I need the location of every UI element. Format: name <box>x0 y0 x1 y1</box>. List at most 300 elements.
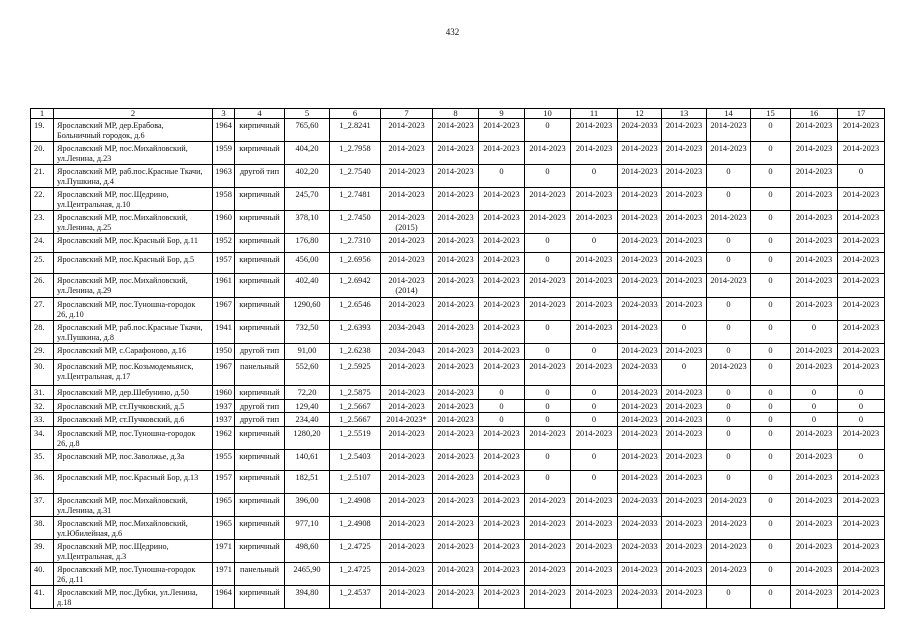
address-cell: Ярославский МР, дер.Ерабова, Больничный городок, д.6 <box>54 119 213 142</box>
period-cell-col-12: 2024-2033 <box>618 494 662 517</box>
period-cell-col-15: 0 <box>751 211 791 234</box>
period-cell-col-12: 2014-2023 <box>618 386 662 400</box>
index-code-cell: 1_2.7481 <box>330 188 381 211</box>
period-cell-col-7: 2014-2023 <box>381 234 433 253</box>
period-cell-col-14: 0 <box>707 188 751 211</box>
row-number-cell: 35. <box>31 450 54 471</box>
index-code-cell: 1_2.5925 <box>330 360 381 386</box>
period-cell-col-15: 0 <box>751 386 791 400</box>
period-cell-col-16: 0 <box>791 400 838 413</box>
area-cell: 378,10 <box>285 211 330 234</box>
period-cell-col-7: 2014-2023 <box>381 298 433 321</box>
period-cell-col-12: 2014-2023 <box>618 234 662 253</box>
period-cell-col-15: 0 <box>751 165 791 188</box>
year-cell: 1964 <box>213 119 235 142</box>
period-cell-col-16: 2014-2023 <box>791 188 838 211</box>
period-cell-col-15: 0 <box>751 540 791 563</box>
period-cell-col-17: 2014-2023 <box>838 360 885 386</box>
period-cell-col-16: 2014-2023 <box>791 494 838 517</box>
period-cell-col-15: 0 <box>751 494 791 517</box>
period-cell-col-11: 2014-2023 <box>571 188 618 211</box>
year-cell: 1962 <box>213 427 235 450</box>
row-number-cell: 21. <box>31 165 54 188</box>
period-cell-col-15: 0 <box>751 450 791 471</box>
year-cell: 1960 <box>213 386 235 400</box>
period-cell-col-15: 0 <box>751 471 791 494</box>
period-cell-col-15: 0 <box>751 234 791 253</box>
period-cell-col-17: 2014-2023 <box>838 586 885 609</box>
period-cell-col-9: 2014-2023 <box>479 188 525 211</box>
area-cell: 765,60 <box>285 119 330 142</box>
period-cell-col-17: 2014-2023 <box>838 427 885 450</box>
period-cell-col-7: 2014-2023 <box>381 253 433 274</box>
period-cell-col-9: 0 <box>479 165 525 188</box>
period-cell-col-14: 2014-2023 <box>707 563 751 586</box>
row-number-cell: 34. <box>31 427 54 450</box>
year-cell: 1955 <box>213 450 235 471</box>
period-cell-col-10: 2014-2023 <box>525 274 571 298</box>
period-cell-col-15: 0 <box>751 321 791 344</box>
period-cell-col-9: 2014-2023 <box>479 563 525 586</box>
year-cell: 1937 <box>213 413 235 427</box>
period-cell-col-11: 0 <box>571 400 618 413</box>
index-code-cell: 1_2.5107 <box>330 471 381 494</box>
index-code-cell: 1_2.6238 <box>330 344 381 360</box>
row-number-cell: 31. <box>31 386 54 400</box>
row-number-cell: 23. <box>31 211 54 234</box>
year-cell: 1937 <box>213 400 235 413</box>
year-cell: 1961 <box>213 274 235 298</box>
row-number-cell: 19. <box>31 119 54 142</box>
period-cell-col-7: 2014-2023 <box>381 563 433 586</box>
address-cell: Ярославский МР, пос.Михайловский, ул.Ленина, д.31 <box>54 494 213 517</box>
address-cell: Ярославский МР, дер.Шебунино, д.50 <box>54 386 213 400</box>
period-cell-col-16: 2014-2023 <box>791 563 838 586</box>
year-cell: 1958 <box>213 188 235 211</box>
period-cell-col-9: 2014-2023 <box>479 344 525 360</box>
material-cell: другой тип <box>235 413 285 427</box>
period-cell-col-7: 2014-2023 <box>381 586 433 609</box>
material-cell: кирпичный <box>235 494 285 517</box>
material-cell: кирпичный <box>235 517 285 540</box>
year-cell: 1964 <box>213 586 235 609</box>
period-cell-col-10: 0 <box>525 234 571 253</box>
period-cell-col-16: 2014-2023 <box>791 165 838 188</box>
index-code-cell: 1_2.6956 <box>330 253 381 274</box>
period-cell-col-11: 0 <box>571 165 618 188</box>
address-cell: Ярославский МР, пос.Красный Бор, д.5 <box>54 253 213 274</box>
period-cell-col-11: 2014-2023 <box>571 142 618 165</box>
index-code-cell: 1_2.7958 <box>330 142 381 165</box>
period-cell-col-12: 2014-2023 <box>618 471 662 494</box>
period-cell-col-17: 2014-2023 <box>838 563 885 586</box>
row-number-cell: 39. <box>31 540 54 563</box>
period-cell-col-10: 0 <box>525 344 571 360</box>
period-cell-col-10: 2014-2023 <box>525 563 571 586</box>
column-number-header: 1 <box>31 109 54 119</box>
period-cell-col-8: 2014-2023 <box>433 517 479 540</box>
area-cell: 732,50 <box>285 321 330 344</box>
material-cell: кирпичный <box>235 188 285 211</box>
period-cell-col-17: 2014-2023 <box>838 234 885 253</box>
period-cell-col-13: 2014-2023 <box>662 517 707 540</box>
period-cell-col-13: 2014-2023 <box>662 400 707 413</box>
period-cell-col-11: 2014-2023 <box>571 274 618 298</box>
period-cell-col-14: 0 <box>707 253 751 274</box>
period-cell-col-12: 2014-2023 <box>618 188 662 211</box>
period-cell-col-12: 2024-2033 <box>618 586 662 609</box>
index-code-cell: 1_2.6393 <box>330 321 381 344</box>
period-cell-col-17: 0 <box>838 450 885 471</box>
column-number-header: 4 <box>235 109 285 119</box>
period-cell-col-13: 2014-2023 <box>662 494 707 517</box>
period-cell-col-13: 2014-2023 <box>662 586 707 609</box>
area-cell: 404,20 <box>285 142 330 165</box>
column-number-header: 7 <box>381 109 433 119</box>
area-cell: 498,60 <box>285 540 330 563</box>
row-number-cell: 36. <box>31 471 54 494</box>
period-cell-col-11: 0 <box>571 386 618 400</box>
year-cell: 1965 <box>213 494 235 517</box>
period-cell-col-11: 2014-2023 <box>571 119 618 142</box>
address-cell: Ярославский МР, ст.Пучковский, д.6 <box>54 413 213 427</box>
column-number-header: 3 <box>213 109 235 119</box>
index-code-cell: 1_2.7310 <box>330 234 381 253</box>
period-cell-col-12: 2024-2033 <box>618 517 662 540</box>
period-cell-col-9: 2014-2023 <box>479 427 525 450</box>
period-cell-col-13: 2014-2023 <box>662 540 707 563</box>
period-cell-col-7: 2014-2023 <box>381 400 433 413</box>
period-cell-col-9: 2014-2023 <box>479 211 525 234</box>
address-cell: Ярославский МР, ст.Пучковский, д.5 <box>54 400 213 413</box>
period-cell-col-16: 2014-2023 <box>791 253 838 274</box>
period-cell-col-13: 2014-2023 <box>662 188 707 211</box>
period-cell-col-11: 0 <box>571 344 618 360</box>
period-cell-col-17: 2014-2023 <box>838 274 885 298</box>
year-cell: 1957 <box>213 253 235 274</box>
area-cell: 402,20 <box>285 165 330 188</box>
period-cell-col-16: 2014-2023 <box>791 234 838 253</box>
material-cell: кирпичный <box>235 471 285 494</box>
period-cell-col-14: 0 <box>707 450 751 471</box>
material-cell: панельный <box>235 563 285 586</box>
period-cell-col-14: 0 <box>707 386 751 400</box>
period-cell-col-13: 2014-2023 <box>662 165 707 188</box>
period-cell-col-10: 2014-2023 <box>525 586 571 609</box>
period-cell-col-16: 2014-2023 <box>791 427 838 450</box>
period-cell-col-9: 0 <box>479 386 525 400</box>
column-number-header: 6 <box>330 109 381 119</box>
column-number-header: 15 <box>751 109 791 119</box>
period-cell-col-8: 2014-2023 <box>433 253 479 274</box>
row-number-cell: 27. <box>31 298 54 321</box>
period-cell-col-8: 2014-2023 <box>433 274 479 298</box>
table-row <box>31 400 885 413</box>
material-cell: кирпичный <box>235 321 285 344</box>
column-number-header-row <box>31 109 885 119</box>
period-cell-col-10: 0 <box>525 400 571 413</box>
period-cell-col-7: 2014-2023 <box>381 450 433 471</box>
material-cell: кирпичный <box>235 298 285 321</box>
address-cell: Ярославский МР, пос.Красный Бор, д.13 <box>54 471 213 494</box>
period-cell-col-14: 0 <box>707 344 751 360</box>
table-body <box>31 119 885 609</box>
area-cell: 396,00 <box>285 494 330 517</box>
table-row <box>31 427 885 450</box>
period-cell-col-7: 2014-2023 <box>381 119 433 142</box>
period-cell-col-7: 2014-2023 <box>381 427 433 450</box>
year-cell: 1952 <box>213 234 235 253</box>
period-cell-col-11: 2014-2023 <box>571 540 618 563</box>
period-cell-col-7: 2014-2023 (2015) <box>381 211 433 234</box>
period-cell-col-11: 0 <box>571 234 618 253</box>
index-code-cell: 1_2.4537 <box>330 586 381 609</box>
period-cell-col-7: 2034-2043 <box>381 344 433 360</box>
table-row <box>31 274 885 298</box>
period-cell-col-10: 2014-2023 <box>525 298 571 321</box>
material-cell: кирпичный <box>235 142 285 165</box>
period-cell-col-16: 2014-2023 <box>791 274 838 298</box>
period-cell-col-12: 2014-2023 <box>618 253 662 274</box>
period-cell-col-17: 2014-2023 <box>838 517 885 540</box>
material-cell: кирпичный <box>235 274 285 298</box>
period-cell-col-15: 0 <box>751 119 791 142</box>
period-cell-col-9: 2014-2023 <box>479 540 525 563</box>
period-cell-col-12: 2014-2023 <box>618 142 662 165</box>
address-cell: Ярославский МР, пос.Туношна-городок 26, д.10 <box>54 298 213 321</box>
period-cell-col-15: 0 <box>751 586 791 609</box>
period-cell-col-7: 2034-2043 <box>381 321 433 344</box>
period-cell-col-17: 0 <box>838 413 885 427</box>
period-cell-col-17: 0 <box>838 165 885 188</box>
period-cell-col-13: 0 <box>662 321 707 344</box>
period-cell-col-12: 2014-2023 <box>618 400 662 413</box>
address-cell: Ярославский МР, пос.Михайловский, ул.Ленина, д.25 <box>54 211 213 234</box>
row-number-cell: 26. <box>31 274 54 298</box>
row-number-cell: 24. <box>31 234 54 253</box>
period-cell-col-11: 2014-2023 <box>571 321 618 344</box>
period-cell-col-14: 2014-2023 <box>707 211 751 234</box>
period-cell-col-8: 2014-2023 <box>433 119 479 142</box>
period-cell-col-15: 0 <box>751 298 791 321</box>
period-cell-col-17: 2014-2023 <box>838 494 885 517</box>
index-code-cell: 1_2.7540 <box>330 165 381 188</box>
row-number-cell: 29. <box>31 344 54 360</box>
period-cell-col-15: 0 <box>751 188 791 211</box>
period-cell-col-10: 0 <box>525 165 571 188</box>
area-cell: 552,60 <box>285 360 330 386</box>
period-cell-col-10: 2014-2023 <box>525 494 571 517</box>
period-cell-col-13: 2014-2023 <box>662 386 707 400</box>
period-cell-col-9: 2014-2023 <box>479 494 525 517</box>
period-cell-col-16: 0 <box>791 413 838 427</box>
period-cell-col-13: 2014-2023 <box>662 211 707 234</box>
period-cell-col-9: 2014-2023 <box>479 471 525 494</box>
period-cell-col-13: 2014-2023 <box>662 234 707 253</box>
material-cell: панельный <box>235 360 285 386</box>
period-cell-col-14: 0 <box>707 298 751 321</box>
year-cell: 1967 <box>213 298 235 321</box>
table-row <box>31 360 885 386</box>
year-cell: 1941 <box>213 321 235 344</box>
period-cell-col-9: 2014-2023 <box>479 586 525 609</box>
period-cell-col-9: 2014-2023 <box>479 321 525 344</box>
period-cell-col-7: 2014-2023 <box>381 517 433 540</box>
period-cell-col-14: 0 <box>707 413 751 427</box>
period-cell-col-9: 2014-2023 <box>479 360 525 386</box>
area-cell: 2465,90 <box>285 563 330 586</box>
period-cell-col-8: 2014-2023 <box>433 321 479 344</box>
area-cell: 1280,20 <box>285 427 330 450</box>
row-number-cell: 22. <box>31 188 54 211</box>
period-cell-col-8: 2014-2023 <box>433 165 479 188</box>
material-cell: кирпичный <box>235 540 285 563</box>
period-cell-col-9: 2014-2023 <box>479 119 525 142</box>
period-cell-col-11: 2014-2023 <box>571 360 618 386</box>
period-cell-col-8: 2014-2023 <box>433 344 479 360</box>
period-cell-col-10: 0 <box>525 119 571 142</box>
period-cell-col-16: 2014-2023 <box>791 360 838 386</box>
material-cell: другой тип <box>235 344 285 360</box>
period-cell-col-16: 2014-2023 <box>791 471 838 494</box>
material-cell: кирпичный <box>235 211 285 234</box>
period-cell-col-11: 0 <box>571 471 618 494</box>
material-cell: кирпичный <box>235 119 285 142</box>
address-cell: Ярославский МР, пос.Михайловский, ул.Ленина, д.23 <box>54 142 213 165</box>
period-cell-col-11: 2014-2023 <box>571 253 618 274</box>
area-cell: 456,00 <box>285 253 330 274</box>
period-cell-col-10: 2014-2023 <box>525 517 571 540</box>
column-number-header: 9 <box>479 109 525 119</box>
period-cell-col-7: 2014-2023 <box>381 386 433 400</box>
period-cell-col-14: 0 <box>707 234 751 253</box>
period-cell-col-8: 2014-2023 <box>433 298 479 321</box>
address-cell: Ярославский МР, пос.Михайловский, ул.Юбилейная, д.6 <box>54 517 213 540</box>
area-cell: 402,40 <box>285 274 330 298</box>
period-cell-col-15: 0 <box>751 142 791 165</box>
period-cell-col-12: 2024-2033 <box>618 298 662 321</box>
period-cell-col-12: 2014-2023 <box>618 563 662 586</box>
period-cell-col-11: 2014-2023 <box>571 494 618 517</box>
year-cell: 1967 <box>213 360 235 386</box>
period-cell-col-7: 2014-2023 <box>381 188 433 211</box>
address-cell: Ярославский МР, с.Сарафоново, д.16 <box>54 344 213 360</box>
period-cell-col-12: 2014-2023 <box>618 427 662 450</box>
period-cell-col-9: 2014-2023 <box>479 517 525 540</box>
period-cell-col-15: 0 <box>751 274 791 298</box>
period-cell-col-15: 0 <box>751 360 791 386</box>
area-cell: 245,70 <box>285 188 330 211</box>
row-number-cell: 33. <box>31 413 54 427</box>
period-cell-col-16: 0 <box>791 386 838 400</box>
period-cell-col-13: 2014-2023 <box>662 253 707 274</box>
period-cell-col-10: 2014-2023 <box>525 188 571 211</box>
address-cell: Ярославский МР, пос.Щедрино, ул.Центральная, д.3 <box>54 540 213 563</box>
area-cell: 129,40 <box>285 400 330 413</box>
area-cell: 394,80 <box>285 586 330 609</box>
table-row <box>31 386 885 400</box>
row-number-cell: 38. <box>31 517 54 540</box>
row-number-cell: 28. <box>31 321 54 344</box>
period-cell-col-10: 0 <box>525 413 571 427</box>
period-cell-col-7: 2014-2023* <box>381 413 433 427</box>
row-number-cell: 40. <box>31 563 54 586</box>
table-row <box>31 471 885 494</box>
row-number-cell: 32. <box>31 400 54 413</box>
row-number-cell: 30. <box>31 360 54 386</box>
period-cell-col-8: 2014-2023 <box>433 142 479 165</box>
period-cell-col-13: 2014-2023 <box>662 142 707 165</box>
period-cell-col-14: 0 <box>707 321 751 344</box>
period-cell-col-12: 2014-2023 <box>618 321 662 344</box>
period-cell-col-7: 2014-2023 <box>381 471 433 494</box>
period-cell-col-14: 2014-2023 <box>707 274 751 298</box>
area-cell: 91,00 <box>285 344 330 360</box>
period-cell-col-11: 2014-2023 <box>571 586 618 609</box>
period-cell-col-8: 2014-2023 <box>433 360 479 386</box>
column-number-header: 2 <box>54 109 213 119</box>
period-cell-col-14: 0 <box>707 427 751 450</box>
period-cell-col-15: 0 <box>751 413 791 427</box>
column-number-header: 10 <box>525 109 571 119</box>
index-code-cell: 1_2.7450 <box>330 211 381 234</box>
period-cell-col-17: 2014-2023 <box>838 142 885 165</box>
period-cell-col-9: 2014-2023 <box>479 234 525 253</box>
period-cell-col-9: 2014-2023 <box>479 253 525 274</box>
period-cell-col-14: 2014-2023 <box>707 517 751 540</box>
year-cell: 1959 <box>213 142 235 165</box>
period-cell-col-12: 2014-2023 <box>618 413 662 427</box>
table-row <box>31 413 885 427</box>
index-code-cell: 1_2.5667 <box>330 413 381 427</box>
index-code-cell: 1_2.5667 <box>330 400 381 413</box>
year-cell: 1957 <box>213 471 235 494</box>
period-cell-col-10: 2014-2023 <box>525 540 571 563</box>
period-cell-col-16: 2014-2023 <box>791 119 838 142</box>
index-code-cell: 1_2.4908 <box>330 517 381 540</box>
period-cell-col-14: 2014-2023 <box>707 119 751 142</box>
period-cell-col-14: 2014-2023 <box>707 360 751 386</box>
period-cell-col-10: 2014-2023 <box>525 211 571 234</box>
period-cell-col-17: 2014-2023 <box>838 471 885 494</box>
year-cell: 1963 <box>213 165 235 188</box>
address-cell: Ярославский МР, пос.Туношна-городок 26, д.11 <box>54 563 213 586</box>
period-cell-col-11: 2014-2023 <box>571 517 618 540</box>
table-row <box>31 253 885 274</box>
period-cell-col-8: 2014-2023 <box>433 188 479 211</box>
period-cell-col-14: 2014-2023 <box>707 494 751 517</box>
period-cell-col-8: 2014-2023 <box>433 234 479 253</box>
index-code-cell: 1_2.5519 <box>330 427 381 450</box>
column-number-header: 11 <box>571 109 618 119</box>
index-code-cell: 1_2.6546 <box>330 298 381 321</box>
period-cell-col-13: 2014-2023 <box>662 344 707 360</box>
period-cell-col-13: 2014-2023 <box>662 450 707 471</box>
address-cell: Ярославский МР, пос.Дубки, ул.Ленина, д.18 <box>54 586 213 609</box>
period-cell-col-16: 2014-2023 <box>791 450 838 471</box>
period-cell-col-11: 2014-2023 <box>571 211 618 234</box>
table-row <box>31 119 885 142</box>
row-number-cell: 41. <box>31 586 54 609</box>
material-cell: кирпичный <box>235 427 285 450</box>
period-cell-col-8: 2014-2023 <box>433 586 479 609</box>
period-cell-col-12: 2024-2033 <box>618 540 662 563</box>
period-cell-col-11: 2014-2023 <box>571 427 618 450</box>
table-row <box>31 517 885 540</box>
period-cell-col-17: 0 <box>838 386 885 400</box>
table-row <box>31 142 885 165</box>
period-cell-col-9: 2014-2023 <box>479 142 525 165</box>
